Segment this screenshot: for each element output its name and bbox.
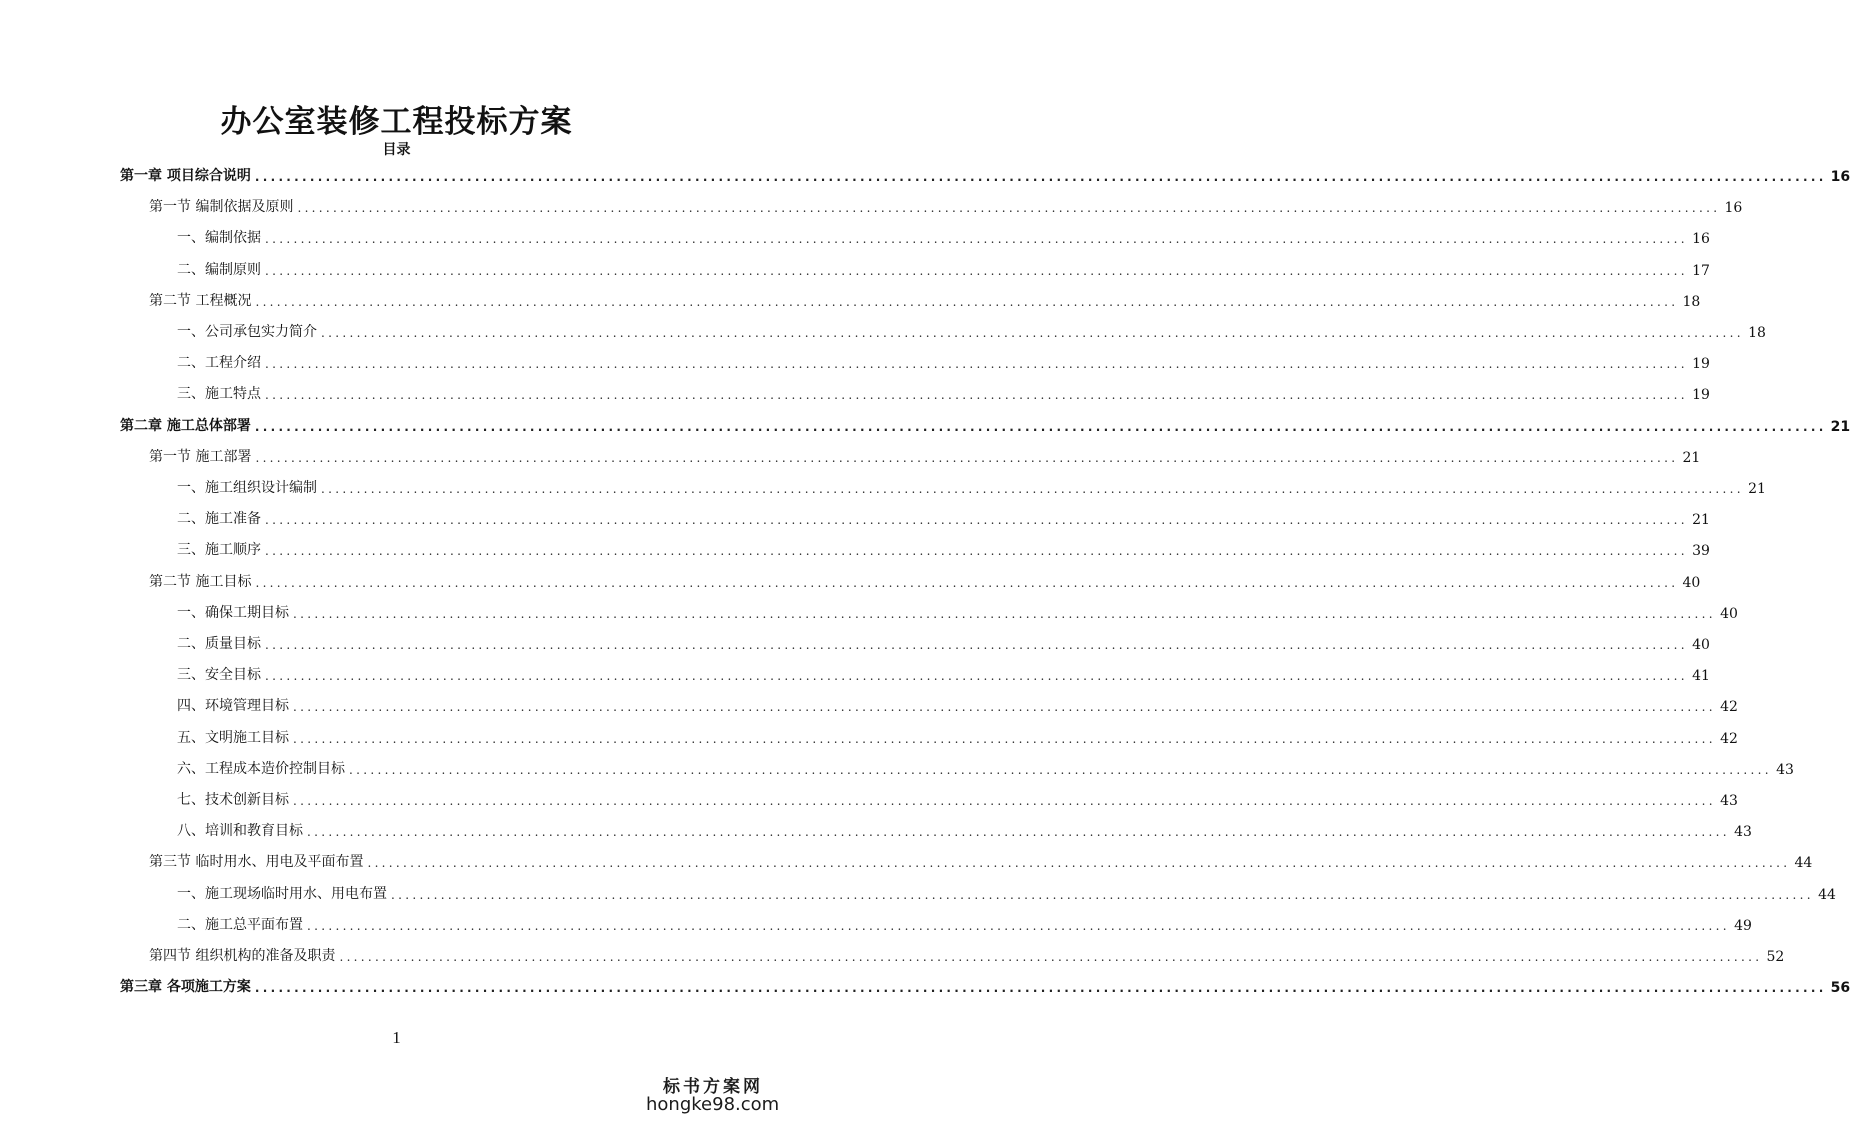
toc-entry[interactable] — [177, 725, 1738, 747]
toc-leader-dots: ........................................................................................................................................................................................................ — [339, 950, 1763, 964]
toc-entry-text: 三、安全目标 — [177, 667, 261, 683]
toc-entry-page: 42 — [1720, 731, 1738, 747]
toc-entry[interactable] — [177, 912, 1752, 934]
toc-leader-dots: ........................................................................................................................................................................................................ — [293, 700, 1716, 714]
toc-entry[interactable] — [177, 756, 1794, 778]
toc-leader-dots: ........................................................................................................................................................................................................ — [321, 326, 1744, 340]
toc-entry[interactable] — [177, 600, 1738, 622]
toc-entry-page: 21 — [1682, 450, 1701, 466]
toc-entry-text: 六、工程成本造价控制目标 — [177, 761, 345, 777]
toc-entry-page: 16 — [1830, 169, 1850, 185]
toc-entry-text: 二、编制原则 — [177, 262, 261, 278]
toc-leader-dots: ........................................................................................................................................................................................................ — [255, 451, 1679, 465]
toc-entry-page: 42 — [1720, 699, 1738, 715]
toc-entry-text: 第四节 组织机构的准备及职责 — [149, 948, 336, 964]
toc-leader-dots: ........................................................................................................................................................................................................ — [254, 170, 1827, 184]
toc-entry-text: 二、质量目标 — [177, 636, 261, 652]
toc-leader-dots: ........................................................................................................................................................................................................ — [391, 888, 1814, 902]
page-number: 1 — [392, 1028, 401, 1047]
toc-entry[interactable] — [120, 974, 1850, 996]
toc-entry-page: 44 — [1818, 887, 1836, 903]
toc-entry[interactable] — [149, 849, 1813, 871]
toc-entry-page: 44 — [1794, 855, 1813, 871]
toc-leader-dots: ........................................................................................................................................................................................................ — [293, 607, 1716, 621]
toc-entry-page: 39 — [1692, 543, 1710, 559]
toc-entry[interactable] — [177, 881, 1836, 903]
toc-leader-dots: ........................................................................................................................................................................................................ — [349, 763, 1772, 777]
toc-leader-dots: ........................................................................................................................................................................................................ — [307, 825, 1730, 839]
toc-entry[interactable] — [177, 693, 1738, 715]
toc-entry-page: 18 — [1748, 325, 1766, 341]
toc-entry-text: 第二节 施工目标 — [149, 574, 252, 590]
toc-leader-dots: ........................................................................................................................................................................................................ — [297, 201, 1721, 215]
toc-entry-page: 18 — [1682, 294, 1701, 310]
toc-entry-text: 第一章 项目综合说明 — [120, 168, 251, 184]
toc-entry-text: 第三章 各项施工方案 — [120, 979, 251, 995]
watermark-url: hongke98.com — [646, 1094, 780, 1115]
toc-entry[interactable] — [149, 288, 1701, 310]
toc-entry-text: 第三节 临时用水、用电及平面布置 — [149, 854, 364, 870]
toc-leader-dots: ........................................................................................................................................................................................................ — [293, 794, 1716, 808]
toc-entry[interactable] — [177, 225, 1710, 247]
toc-entry-page: 16 — [1724, 200, 1743, 216]
toc-entry[interactable] — [149, 569, 1701, 591]
toc-entry-text: 一、编制依据 — [177, 230, 261, 246]
toc-entry[interactable] — [177, 662, 1710, 684]
toc-leader-dots: ........................................................................................................................................................................................................ — [265, 232, 1688, 246]
toc-entry[interactable] — [177, 631, 1710, 653]
toc-entry[interactable] — [177, 381, 1710, 403]
toc-entry[interactable] — [177, 475, 1766, 497]
toc-entry[interactable] — [149, 194, 1743, 216]
toc-entry-text: 二、施工准备 — [177, 511, 261, 527]
toc-entry-text: 一、施工现场临时用水、用电布置 — [177, 886, 387, 902]
toc-entry-page: 19 — [1692, 356, 1710, 372]
toc-entry[interactable] — [177, 818, 1752, 840]
toc-leader-dots: ........................................................................................................................................................................................................ — [293, 732, 1716, 746]
toc-entry-text: 一、确保工期目标 — [177, 605, 289, 621]
toc-entry[interactable] — [120, 163, 1850, 185]
toc-entry-page: 21 — [1830, 419, 1850, 435]
toc-leader-dots: ........................................................................................................................................................................................................ — [265, 513, 1688, 527]
toc-entry-text: 五、文明施工目标 — [177, 730, 289, 746]
toc-entry-text: 二、工程介绍 — [177, 355, 261, 371]
toc-entry-text: 第二章 施工总体部署 — [120, 418, 251, 434]
toc-entry-page: 41 — [1692, 668, 1710, 684]
toc-entry-page: 40 — [1682, 575, 1701, 591]
toc-entry[interactable] — [149, 444, 1701, 466]
toc-entry-text: 一、施工组织设计编制 — [177, 480, 317, 496]
toc-leader-dots: ........................................................................................................................................................................................................ — [254, 420, 1827, 434]
document-title: 办公室装修工程投标方案 — [220, 104, 573, 140]
toc-entry-page: 19 — [1692, 387, 1710, 403]
toc-leader-dots: ........................................................................................................................................................................................................ — [265, 544, 1688, 558]
toc-entry-text: 三、施工特点 — [177, 386, 261, 402]
toc-entry[interactable] — [120, 413, 1850, 435]
toc-leader-dots: ........................................................................................................................................................................................................ — [265, 264, 1688, 278]
toc-leader-dots: ........................................................................................................................................................................................................ — [255, 576, 1679, 590]
toc-entry[interactable] — [177, 319, 1766, 341]
toc-entry[interactable] — [177, 257, 1710, 279]
toc-entry-page: 17 — [1692, 263, 1710, 279]
toc-leader-dots: ........................................................................................................................................................................................................ — [265, 669, 1688, 683]
toc-entry-page: 40 — [1720, 606, 1738, 622]
toc-entry[interactable] — [177, 787, 1738, 809]
toc-heading: 目录 — [382, 142, 411, 158]
toc-entry[interactable] — [177, 350, 1710, 372]
toc-leader-dots: ........................................................................................................................................................................................................ — [254, 981, 1827, 995]
toc-leader-dots: ........................................................................................................................................................................................................ — [265, 388, 1688, 402]
toc-entry[interactable] — [177, 537, 1710, 559]
watermark-site-name: 标书方案网 — [663, 1077, 763, 1097]
toc-entry-page: 56 — [1830, 980, 1850, 996]
toc-entry[interactable] — [177, 506, 1710, 528]
toc-leader-dots: ........................................................................................................................................................................................................ — [321, 482, 1744, 496]
toc-entry-text: 三、施工顺序 — [177, 542, 261, 558]
toc-entry-page: 21 — [1748, 481, 1766, 497]
toc-entry-page: 21 — [1692, 512, 1710, 528]
toc-entry-page: 16 — [1692, 231, 1710, 247]
toc-entry-text: 四、环境管理目标 — [177, 698, 289, 714]
toc-entry-page: 49 — [1734, 918, 1752, 934]
toc-entry-page: 40 — [1692, 637, 1710, 653]
toc-entry-text: 二、施工总平面布置 — [177, 917, 303, 933]
toc-entry-text: 第二节 工程概况 — [149, 293, 252, 309]
toc-entry-text: 一、公司承包实力简介 — [177, 324, 317, 340]
toc-entry-text: 七、技术创新目标 — [177, 792, 289, 808]
toc-leader-dots: ........................................................................................................................................................................................................ — [307, 919, 1730, 933]
toc-entry-page: 43 — [1720, 793, 1738, 809]
toc-entry-page: 43 — [1734, 824, 1752, 840]
toc-entry-text: 八、培训和教育目标 — [177, 823, 303, 839]
toc-entry[interactable] — [149, 943, 1785, 965]
toc-leader-dots: ........................................................................................................................................................................................................ — [367, 856, 1791, 870]
toc-leader-dots: ........................................................................................................................................................................................................ — [255, 295, 1679, 309]
toc-leader-dots: ........................................................................................................................................................................................................ — [265, 357, 1688, 371]
toc-entry-text: 第一节 施工部署 — [149, 449, 252, 465]
toc-entry-page: 52 — [1766, 949, 1785, 965]
toc-entry-text: 第一节 编制依据及原则 — [149, 199, 294, 215]
toc-leader-dots: ........................................................................................................................................................................................................ — [265, 638, 1688, 652]
toc-entry-page: 43 — [1776, 762, 1794, 778]
